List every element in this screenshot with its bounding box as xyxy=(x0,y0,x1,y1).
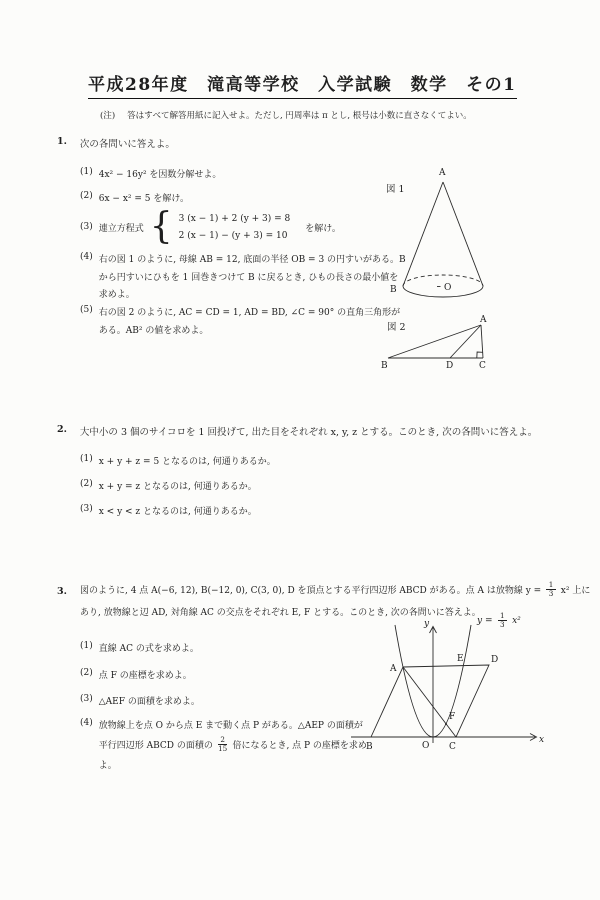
item-text: x + y + z = 5 となるのは, 何通りあるか。 xyxy=(98,457,276,467)
equation-2: 2 (x − 1) − (y + 3) = 10 xyxy=(178,230,288,241)
problem-1-item-4 xyxy=(80,252,406,300)
fraction-denominator: 3 xyxy=(500,620,505,630)
problem-2-item-3 xyxy=(80,504,257,517)
problem-1-lead: 次の各問いに答えよ。 xyxy=(79,139,175,150)
triangle-label-d: D xyxy=(446,361,454,371)
cone-label-o: O xyxy=(444,283,452,293)
triangle-label-a: A xyxy=(480,315,487,325)
figure-1-caption: 図 1 xyxy=(386,184,405,195)
item-label: (1) xyxy=(80,454,93,464)
problem-1-number: 1. xyxy=(57,136,67,147)
fraction-numerator: 1 xyxy=(498,612,508,621)
curve-equation-label xyxy=(477,612,521,630)
note-label: (注) xyxy=(100,111,116,121)
item-text: 4x² − 16y² を因数分解せよ。 xyxy=(98,170,222,180)
item-label: (3) xyxy=(80,504,93,514)
item-label: (2) xyxy=(80,479,93,489)
fraction-one-third xyxy=(546,581,556,599)
problem-2-item-2 xyxy=(80,479,257,492)
problem-3-lead-line1 xyxy=(80,581,590,599)
problem-2-number: 2. xyxy=(57,424,67,435)
fraction-numerator: 1 xyxy=(546,581,556,590)
item-text-line: 放物線上を点 O から点 E まで動く点 P がある。△AEP の面積が xyxy=(98,721,363,731)
item-label: (4) xyxy=(80,252,93,262)
cone-left-edge xyxy=(403,182,443,286)
item-label: (4) xyxy=(80,718,93,728)
cone-right-edge xyxy=(443,182,483,286)
problem-2-item-1 xyxy=(80,454,276,467)
cone-label-b: B xyxy=(390,285,397,295)
problem-3-item-4 xyxy=(80,718,367,771)
item-text: x < y < z となるのは, 何通りあるか。 xyxy=(98,507,257,517)
point-f-dot xyxy=(445,723,447,725)
item-label: (3) xyxy=(80,694,93,704)
problem-3-item-3 xyxy=(80,694,200,707)
item-text-line: 右の図 2 のように, AC = CD = 1, AD = BD, ∠C = 90° の直角三角形が xyxy=(98,308,401,318)
graph-label-origin: O xyxy=(422,741,430,751)
item-text: 直線 AC の式を求めよ。 xyxy=(98,644,199,654)
system-suffix: を解け。 xyxy=(305,223,341,234)
problem-1-header xyxy=(57,136,175,150)
fraction-denominator: 3 xyxy=(548,589,554,599)
graph-label-d: D xyxy=(491,655,499,665)
fraction-denominator: 15 xyxy=(218,743,228,753)
item-text-line: 右の図 1 のように, 母線 AB = 12, 底面の半径 OB = 3 の円すいがある。B xyxy=(98,255,406,265)
item-text xyxy=(99,305,400,336)
triangle-label-b: B xyxy=(381,361,388,371)
system-of-equations xyxy=(179,214,291,241)
fraction-two-fifteenths xyxy=(218,736,228,754)
item-text: 6x − x² = 5 を解け。 xyxy=(98,194,189,204)
cone-base-back-arc xyxy=(403,275,483,286)
figure-2-caption: 図 2 xyxy=(387,322,406,333)
parallelogram-abcd xyxy=(371,665,489,737)
graph-label-b: B xyxy=(366,742,373,752)
graph-label-a: A xyxy=(390,664,397,674)
item-label: (1) xyxy=(80,167,93,177)
right-angle-mark xyxy=(477,352,483,358)
item-text xyxy=(99,252,406,300)
item-text: x + y = z となるのは, 何通りあるか。 xyxy=(98,482,257,492)
item-label: (1) xyxy=(80,641,93,651)
lead-text-pre: 図のように, 4 点 A(−6, 12), B(−12, 0), C(3, 0), D を頂点とする平行四辺形 ABCD がある。点 A は放物線 y = xyxy=(80,586,542,597)
triangle-segment-da xyxy=(450,325,481,358)
item-text: 点 F の座標を求めよ。 xyxy=(98,671,192,681)
exam-title: 平成28年度 滝高等学校 入学試験 数学 その1 xyxy=(88,70,517,99)
brace-left: { xyxy=(149,206,173,247)
cone-base-front-arc xyxy=(403,286,483,297)
note-text: 答はすべて解答用紙に記入せよ。ただし, 円周率は π とし, 根号は小数に直さなくてよい。 xyxy=(127,111,472,121)
problem-3-item-1 xyxy=(80,641,199,654)
problem-1-item-2 xyxy=(80,191,189,204)
item-text-line: 求めよ。 xyxy=(98,290,135,300)
item-label: (2) xyxy=(80,191,93,201)
line-text-pre: 平行四辺形 ABCD の面積の xyxy=(98,740,213,751)
diagonal-ac xyxy=(403,667,456,737)
system-prefix: 連立方程式 xyxy=(98,223,144,234)
problem-1-item-5 xyxy=(80,305,400,336)
line-text-post: 倍になるとき, 点 P の座標を求め xyxy=(232,740,367,751)
problem-2-lead: 大中小の 3 個のサイコロを 1 回投げて, 出た目をそれぞれ x, y, z とする。このとき, 次の各問いに答えよ。 xyxy=(79,427,538,438)
triangle-side-ca xyxy=(481,325,483,358)
figure-2-triangle xyxy=(375,312,515,372)
item-text xyxy=(99,718,367,771)
triangle-label-c: C xyxy=(479,361,486,371)
lead-text-post: x² 上に xyxy=(560,586,591,597)
graph-label-x-axis: x xyxy=(539,735,545,745)
curve-label-pre: y = xyxy=(477,615,493,626)
graph-label-f: F xyxy=(449,712,456,722)
item-text-line: から円すいにひもを 1 回巻きつけて B に戻るとき, ひもの長さの最小値を xyxy=(98,272,399,283)
fraction-one-third xyxy=(498,612,508,630)
item-text-line: よ。 xyxy=(98,760,117,771)
problem-3-item-2 xyxy=(80,668,192,681)
cone-label-apex: A xyxy=(439,168,446,178)
problem-3-number: 3. xyxy=(57,586,67,597)
fraction-numerator: 2 xyxy=(218,736,228,745)
problem-3-lead-line2: あり, 放物線と辺 AD, 対角線 AC の交点をそれぞれ E, F とする。このとき, 次の各問いに答えよ。 xyxy=(80,608,481,618)
item-label: (3) xyxy=(80,222,93,232)
problem-1-item-1 xyxy=(80,167,221,180)
coordinate-graph xyxy=(345,612,560,777)
item-text: △AEF の面積を求めよ。 xyxy=(98,697,200,707)
figure-1-cone xyxy=(378,166,513,306)
equation-1: 3 (x − 1) + 2 (y + 3) = 8 xyxy=(178,213,291,224)
item-text-line-with-fraction xyxy=(99,736,367,754)
item-label: (5) xyxy=(80,305,93,315)
problem-2-header xyxy=(57,424,537,438)
item-label: (2) xyxy=(80,668,93,678)
problem-1-item-3 xyxy=(80,206,341,247)
graph-label-e: E xyxy=(457,654,464,664)
curve-label-post: x² xyxy=(512,615,521,626)
graph-label-y-axis: y xyxy=(424,619,430,629)
item-text-line: ある。AB² の値を求めよ。 xyxy=(98,325,209,336)
note xyxy=(100,109,472,121)
graph-label-c: C xyxy=(449,742,456,752)
